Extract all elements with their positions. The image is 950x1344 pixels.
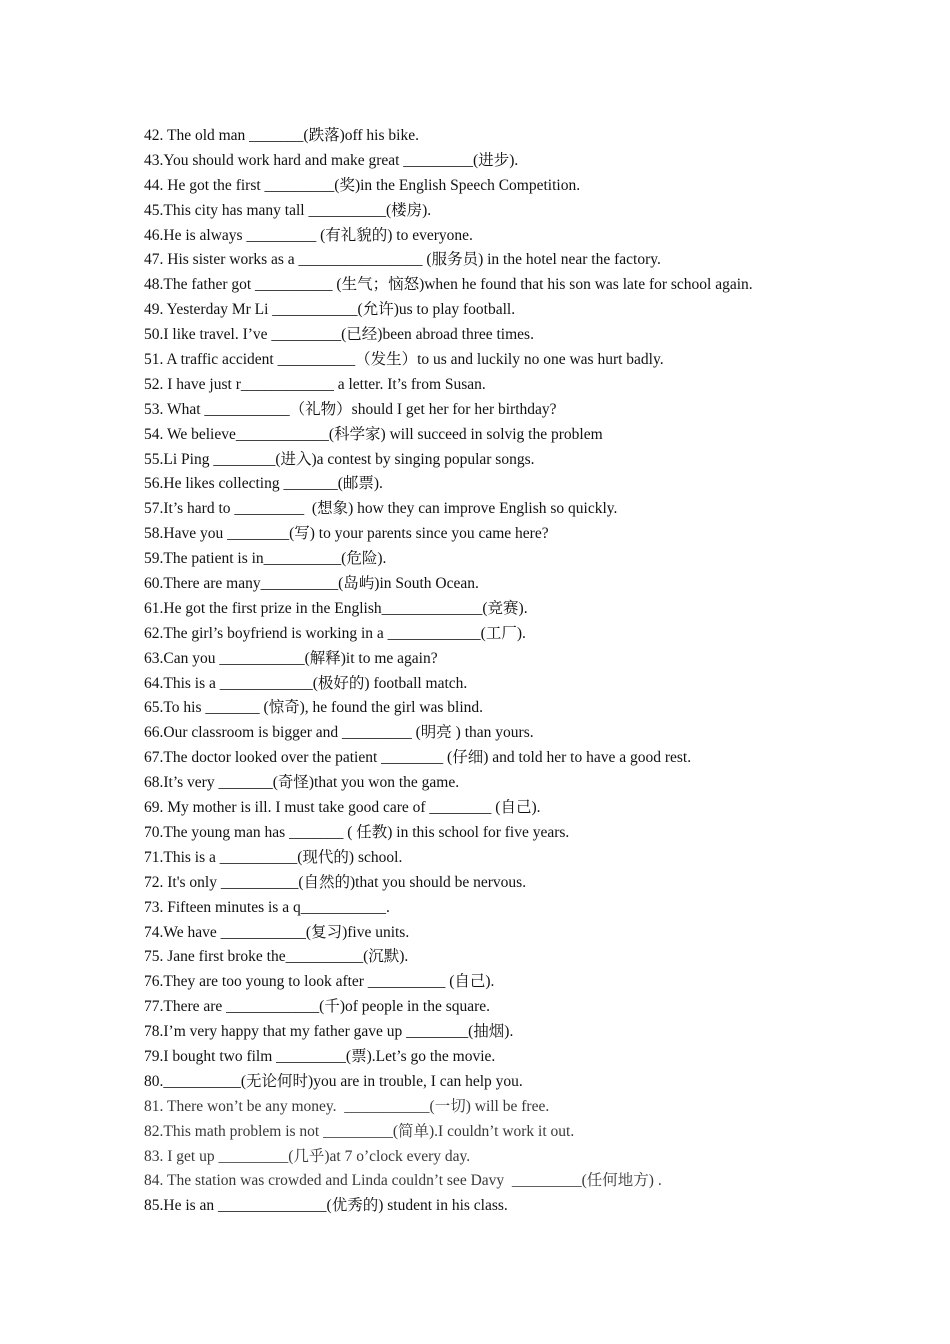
exercise-79: 79.I bought two film _________(票).Let’s go the movie. xyxy=(144,1047,496,1065)
exercise-51: 51. A traffic accident __________（发生）to us and luckily no one was hurt badly. xyxy=(144,351,664,369)
exercise-57: 57.It’s hard to _________ (想象) how they can improve English so quickly. xyxy=(144,500,618,518)
exercise-47: 47. His sister works as a ________________ (服务员) in the hotel near the factory. xyxy=(144,251,661,269)
exercise-62: 62.The girl’s boyfriend is working in a ____________(工厂). xyxy=(144,624,526,642)
exercise-60: 60.There are many__________(岛屿)in South Ocean. xyxy=(144,575,479,593)
exercise-list xyxy=(144,124,924,1219)
exercise-75: 75. Jane first broke the__________(沉默). xyxy=(144,948,409,966)
exercise-42: 42. The old man _______(跌落)off his bike. xyxy=(144,127,419,144)
exercise-64: 64.This is a ____________(极好的) football match. xyxy=(144,674,468,692)
exercise-59: 59.The patient is in__________(危险). xyxy=(144,550,387,568)
exercise-43: 43.You should work hard and make great _________(进步). xyxy=(144,151,519,169)
exercise-84: 84. The station was crowded and Linda couldn’t see Davy _________(任何地方) . xyxy=(144,1172,662,1190)
exercise-81: 81. There won’t be any money. ___________(一切) will be free. xyxy=(144,1097,550,1115)
exercise-72: 72. It's only __________(自然的)that you should be nervous. xyxy=(144,873,527,891)
exercise-45: 45.This city has many tall __________(楼房). xyxy=(144,201,432,219)
exercise-61: 61.He got the first prize in the English_____________(竞赛). xyxy=(144,599,528,617)
exercise-69: 69. My mother is ill. I must take good care of ________ (自己). xyxy=(144,799,541,817)
exercise-48: 48.The father got __________ (生气；恼怒)when he found that his son was late for school again. xyxy=(144,276,753,294)
exercise-83: 83. I get up _________(几乎)at 7 o’clock every day. xyxy=(144,1147,471,1165)
exercise-54: 54. We believe____________(科学家) will succeed in solvig the problem xyxy=(144,425,603,443)
exercise-55: 55.Li Ping ________(进入)a contest by singing popular songs. xyxy=(144,450,535,468)
exercise-73: 73. Fifteen minutes is a q___________. xyxy=(144,898,390,916)
exercise-74: 74.We have ___________(复习)five units. xyxy=(144,923,410,941)
exercise-50: 50.I like travel. I’ve _________(已经)been abroad three times. xyxy=(144,326,534,344)
exercise-77: 77.There are ____________(千)of people in the square. xyxy=(144,998,491,1016)
exercise-53: 53. What ___________（礼物）should I get her for her birthday? xyxy=(144,400,557,418)
exercise-76: 76.They are too young to look after __________ (自己). xyxy=(144,973,495,991)
exercise-58: 58.Have you ________(写) to your parents since you came here? xyxy=(144,525,549,543)
exercise-66: 66.Our classroom is bigger and _________ (明亮 ) than yours. xyxy=(144,724,534,742)
exercise-52: 52. I have just r____________ a letter. It’s from Susan. xyxy=(144,375,486,393)
exercise-44: 44. He got the first _________(奖)in the English Speech Competition. xyxy=(144,176,581,194)
exercise-63: 63.Can you ___________(解释)it to me again? xyxy=(144,649,438,667)
exercise-56: 56.He likes collecting _______(邮票). xyxy=(144,475,383,493)
exercise-46: 46.He is always _________ (有礼貌的) to everyone. xyxy=(144,226,473,244)
exercise-65: 65.To his _______ (惊奇), he found the girl was blind. xyxy=(144,699,484,717)
exercise-49: 49. Yesterday Mr Li ___________(允许)us to play football. xyxy=(144,301,516,319)
exercise-71: 71.This is a __________(现代的) school. xyxy=(144,848,403,866)
exercise-70: 70.The young man has _______ ( 任教) in this school for five years. xyxy=(144,823,570,841)
exercise-80: 80.__________(无论何时)you are in trouble, I can help you. xyxy=(144,1072,523,1090)
exercise-68: 68.It’s very _______(奇怪)that you won the game. xyxy=(144,774,460,792)
exercise-85: 85.He is an ______________(优秀的) student in his class. xyxy=(144,1197,508,1215)
exercise-78: 78.I’m very happy that my father gave up ________(抽烟). xyxy=(144,1023,514,1041)
exercise-67: 67.The doctor looked over the patient ________ (仔细) and told her to have a good rest. xyxy=(144,749,692,767)
exercise-82: 82.This math problem is not _________(简单).I couldn’t work it out. xyxy=(144,1122,575,1140)
